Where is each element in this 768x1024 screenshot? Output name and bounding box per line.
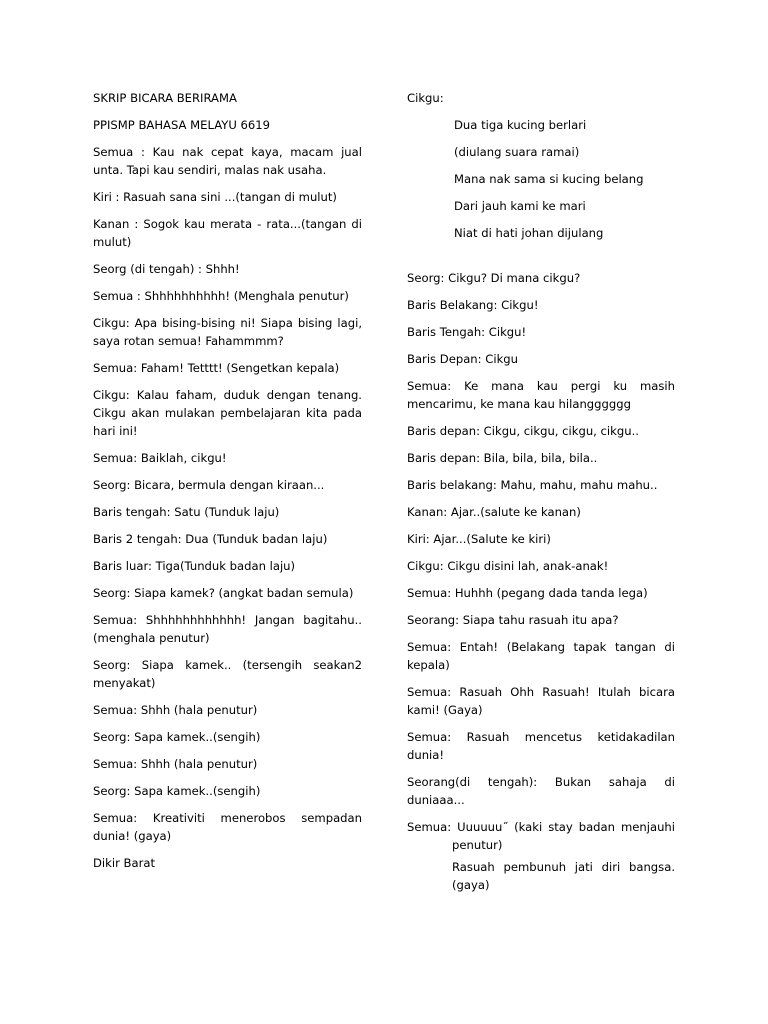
speaker: Semua: (93, 811, 138, 825)
dialogue-line (407, 773, 675, 809)
line-text: Satu (Tunduk laju) (170, 505, 280, 519)
speaker: Baris depan: (407, 424, 480, 438)
dialogue-line (93, 386, 362, 440)
spacer (407, 251, 675, 269)
speaker: Semua: (407, 820, 452, 834)
line-text: Apa bising-bising ni! Siapa bising lagi, saya rotan semua! Fahammmm? (93, 316, 362, 348)
dialogue-line-last (407, 818, 675, 854)
line-text: Siapa kamek? (angkat badan semula) (130, 586, 354, 600)
dialogue-line (93, 782, 362, 800)
left-column (93, 89, 362, 881)
dialogue-line (407, 422, 675, 440)
dialogue-line (93, 359, 362, 377)
poem (407, 116, 675, 242)
script-title: SKRIP BICARA BERIRAMA (93, 91, 237, 105)
speaker: Semua: (407, 640, 452, 654)
line-text: Bila, bila, bila, bila.. (479, 451, 598, 465)
speaker: Cikgu: (407, 559, 444, 573)
dialogue-line (407, 476, 675, 494)
speaker: Kiri : (93, 190, 120, 204)
line-text: Cikgu, cikgu, cikgu, cikgu.. (479, 424, 639, 438)
course-title: PPISMP BAHASA MELAYU 6619 (93, 118, 271, 132)
line-text: Cikgu disini lah, anak-anak! (443, 559, 609, 573)
speaker: Cikgu: (93, 388, 130, 402)
speaker: Semua: (407, 379, 452, 393)
dialogue-line (93, 287, 362, 305)
speaker: Semua: (407, 586, 452, 600)
speaker: Kanan : (93, 217, 139, 231)
line-text: Baiklah, cikgu! (137, 451, 227, 465)
line-text: Mahu, mahu, mahu mahu.. (496, 478, 658, 492)
dialogue-line (407, 611, 675, 629)
line-text: Shhh! (201, 262, 240, 276)
dialogue-line (93, 476, 362, 494)
dialogue-line (407, 503, 675, 521)
speaker: Semua: (93, 613, 138, 627)
dialogue-line (407, 728, 675, 764)
line-text: Sapa kamek..(sengih) (130, 784, 261, 798)
speaker: Seorg: (93, 730, 131, 744)
dialogue-line (407, 269, 675, 287)
speaker: Baris Tengah: (407, 325, 486, 339)
poem-line: (diulang suara ramai) (454, 145, 580, 159)
dialogue-line (93, 260, 362, 278)
speaker: Baris belakang: (407, 478, 497, 492)
poem-line: Mana nak sama si kucing belang (454, 172, 644, 186)
left-dialogue (93, 143, 362, 872)
line-text: Cikgu? Di mana cikgu? (444, 271, 581, 285)
speaker: Seorg: (93, 586, 131, 600)
line-text: Sapa kamek..(sengih) (130, 730, 261, 744)
poem-line: Dua tiga kucing berlari (454, 118, 587, 132)
line-text: Kau nak cepat kaya, macam jual unta. Tapi kau sendiri, malas nak usaha. (93, 145, 362, 177)
line-text: Dua (Tunduk badan laju) (181, 532, 328, 546)
speaker: Semua: (93, 451, 138, 465)
line-text: Bukan sahaja di duniaaa... (407, 775, 675, 807)
line-text: Uuuuuu˝ (kaki stay badan menjauhi penutur) (451, 820, 675, 852)
line-text: Cikgu! (497, 298, 539, 312)
dialogue-line (93, 854, 362, 872)
dialogue-line (93, 701, 362, 719)
dialogue-line (93, 215, 362, 251)
dialogue-line (93, 584, 362, 602)
poem-line: Dari jauh kami ke mari (454, 199, 586, 213)
line-text: Shhh (hala penutur) (137, 703, 258, 717)
speaker: Baris Belakang: (407, 298, 498, 312)
line-text: Cikgu! (485, 325, 527, 339)
line-text: Tiga(Tunduk badan laju) (151, 559, 296, 573)
line-text: Ke mana kau pergi ku masih mencarimu, ke mana kau hilangggggg (407, 379, 675, 411)
line-text: Shhhhhhhhhh! (Menghala penutur) (140, 289, 349, 303)
speaker: Seorg: (93, 784, 131, 798)
line-text: Faham! Tetttt! (Sengetkan kepala) (137, 361, 340, 375)
speaker: Semua: (407, 730, 452, 744)
poem-line: Niat di hati johan dijulang (454, 226, 604, 240)
dialogue-line (407, 350, 675, 368)
speaker: Baris Depan: (407, 352, 482, 366)
line-text: Kreativiti menerobos sempadan dunia! (gaya) (93, 811, 362, 843)
dialogue-line (93, 611, 362, 647)
speaker: Seorang(di tengah): (407, 775, 538, 789)
line-text: Cikgu (481, 352, 518, 366)
speaker: Baris 2 tengah: (93, 532, 182, 546)
dialogue-line (93, 449, 362, 467)
dialogue-line (407, 296, 675, 314)
speaker: Seorg: (93, 478, 131, 492)
speaker: Baris luar: (93, 559, 152, 573)
line-text: Bicara, bermula dengan kiraan... (130, 478, 325, 492)
dialogue-line (93, 755, 362, 773)
speaker: Kanan: (407, 505, 448, 519)
right-dialogue (407, 269, 675, 809)
dialogue-line (93, 557, 362, 575)
speaker: Seorang: (407, 613, 460, 627)
dialogue-continuation: Rasuah pembunuh jati diri bangsa. (gaya) (452, 860, 675, 892)
speaker: Semua: (93, 361, 138, 375)
speaker: Semua : (93, 289, 141, 303)
line-text: Shhh (hala penutur) (137, 757, 258, 771)
line-text: Ajar..(salute ke kanan) (447, 505, 581, 519)
speaker: Semua: (407, 685, 452, 699)
dialogue-line (407, 683, 675, 719)
dialogue-line (407, 377, 675, 413)
line-text: Huhhh (pegang dada tanda lega) (451, 586, 648, 600)
speaker: Seorg: (93, 658, 131, 672)
line-text: Shhhhhhhhhhhh! Jangan bagitahu.. (menghala penutur) (93, 613, 362, 645)
speaker: Cikgu: (93, 316, 130, 330)
dialogue-line (407, 584, 675, 602)
line-text: Rasuah Ohh Rasuah! Itulah bicara kami! (Gaya) (407, 685, 675, 717)
dialogue-line (93, 530, 362, 548)
right-column (407, 89, 675, 903)
dialogue-line (93, 188, 362, 206)
line-text: Entah! (Belakang tapak tangan di kepala) (407, 640, 675, 672)
line-text: Siapa kamek.. (tersengih seakan2 menyakat) (93, 658, 362, 690)
dialogue-line (407, 557, 675, 575)
line-text: Rasuah sana sini ...(tangan di mulut) (119, 190, 337, 204)
speaker: Semua: (93, 757, 138, 771)
dialogue-line (407, 449, 675, 467)
dialogue-line (93, 143, 362, 179)
dialogue-line (93, 809, 362, 845)
speaker: Seorg: (407, 271, 445, 285)
line-text: Ajar...(Salute ke kiri) (429, 532, 551, 546)
dialogue-line (93, 314, 362, 350)
dialogue-line (407, 323, 675, 341)
speaker: Seorg (di tengah) : (93, 262, 202, 276)
dialogue-line (93, 656, 362, 692)
speaker: Baris depan: (407, 451, 480, 465)
line-text: Kalau faham, duduk dengan tenang. Cikgu akan mulakan pembelajaran kita pada hari ini! (93, 388, 362, 438)
dialogue-line (93, 728, 362, 746)
right-heading: Cikgu: (407, 91, 444, 105)
line-text: Rasuah mencetus ketidakadilan dunia! (407, 730, 675, 762)
line-text: Sogok kau merata - rata...(tangan di mulut) (93, 217, 362, 249)
speaker: Semua: (93, 703, 138, 717)
speaker: Kiri: (407, 532, 430, 546)
line-text: Siapa tahu rasuah itu apa? (459, 613, 619, 627)
speaker: Dikir Barat (93, 856, 156, 870)
dialogue-line (93, 503, 362, 521)
speaker: Semua : (93, 145, 145, 159)
dialogue-line (407, 530, 675, 548)
dialogue-line (407, 638, 675, 674)
speaker: Baris tengah: (93, 505, 171, 519)
